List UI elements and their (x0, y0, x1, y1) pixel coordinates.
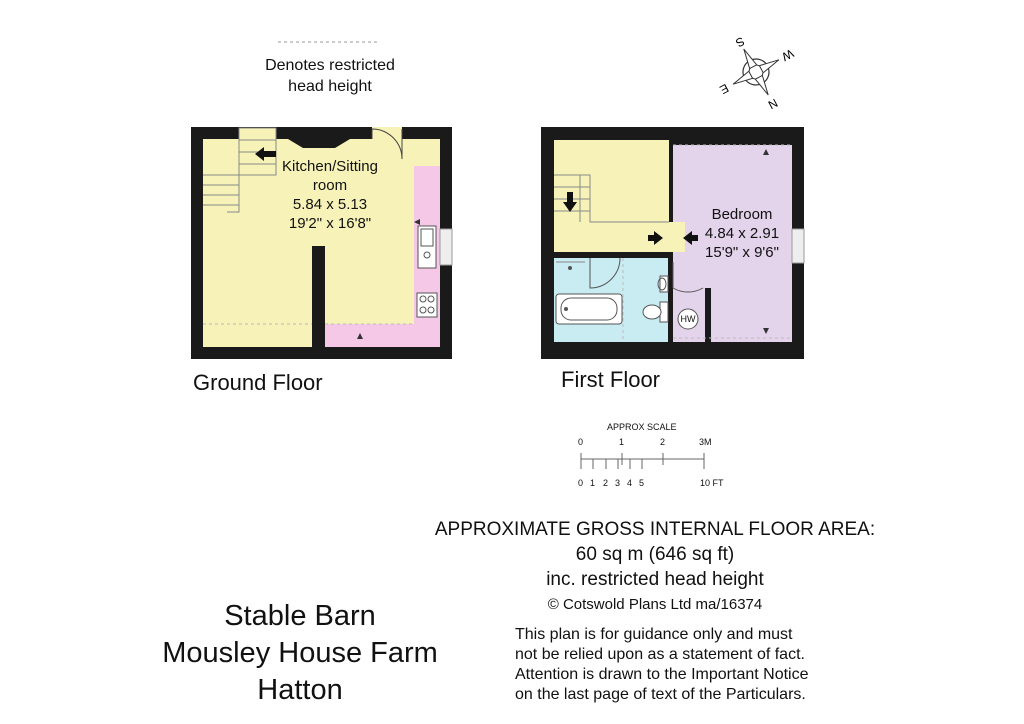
scale-bar (581, 453, 704, 469)
disclaimer-line-1: This plan is for guidance only and must (515, 626, 793, 643)
room-name: Bedroom (711, 206, 773, 223)
area-heading: APPROXIMATE GROSS INTERNAL FLOOR AREA: (434, 519, 876, 540)
scale-title: APPROX SCALE (607, 422, 677, 432)
room-name: Kitchen/Sitting (282, 158, 378, 175)
bathroom-top-wall (554, 252, 672, 258)
scale-foot-1: 1 (590, 478, 596, 488)
bedroom-label (690, 205, 794, 262)
area-value: 60 sq m (646 sq ft) (575, 544, 735, 565)
cupboard-wall (705, 288, 711, 342)
room-metric-size: 4.84 x 2.91 (704, 225, 780, 242)
kitchen-bottom-area (325, 324, 440, 347)
bedroom-left-wall (669, 140, 673, 222)
bath-icon (556, 294, 622, 324)
room-metric-size: 5.84 x 5.13 (292, 196, 368, 213)
compass-south-label: S (733, 33, 747, 51)
room-name-continued: room (312, 177, 348, 194)
bedroom-doorway (669, 222, 685, 252)
scale-metre-2: 2 (660, 437, 666, 447)
disclaimer-line-3: Attention is drawn to the Important Notice (515, 666, 809, 683)
sink-icon (418, 226, 436, 268)
room-imperial-size: 19'2" x 16'8" (288, 215, 372, 232)
area-note: inc. restricted head height (546, 569, 764, 590)
scale-metre-1: 1 (619, 437, 625, 447)
property-address (120, 598, 480, 709)
room-imperial-size: 15'9" x 9'6" (705, 244, 779, 261)
scale-foot-2: 2 (603, 478, 609, 488)
address-line-2: Mousley House Farm (162, 637, 438, 669)
scale-metre-3: 3M (699, 437, 712, 447)
kitchen-sitting-room-label (270, 157, 390, 233)
compass-north-label: N (765, 95, 781, 113)
ground-floor-window (440, 229, 452, 265)
scale-metre-0: 0 (578, 437, 584, 447)
copyright-notice: © Cotswold Plans Ltd ma/16374 (547, 596, 763, 613)
hob-icon (417, 293, 437, 317)
address-line-3: Hatton (257, 674, 343, 706)
floor-area-summary (410, 517, 900, 617)
bathroom-right-wall (668, 258, 673, 342)
ground-floor-partition-wall (312, 246, 325, 347)
scale-foot-5: 5 (639, 478, 645, 488)
legend-line-2: head height (288, 78, 372, 95)
restricted-height-legend (230, 55, 430, 97)
ground-floor-label: Ground Floor (193, 370, 323, 395)
disclaimer-text (515, 625, 845, 705)
compass-west-label: W (779, 46, 797, 64)
address-line-1: Stable Barn (224, 600, 376, 632)
compass-east-label: E (717, 80, 732, 97)
compass-rose-icon (701, 16, 813, 129)
scale-foot-4: 4 (627, 478, 633, 488)
basin-icon (658, 276, 668, 292)
scale-foot-0: 0 (578, 478, 584, 488)
first-floor-label: First Floor (561, 367, 660, 392)
scale-foot-10: 10 FT (700, 478, 724, 488)
disclaimer-line-4: on the last page of text of the Particulars. (515, 686, 806, 703)
scale-foot-3: 3 (615, 478, 621, 488)
hw-label: HW (680, 314, 696, 324)
legend-line-1: Denotes restricted (265, 57, 395, 74)
disclaimer-line-2: not be relied upon as a statement of fact. (515, 646, 805, 663)
